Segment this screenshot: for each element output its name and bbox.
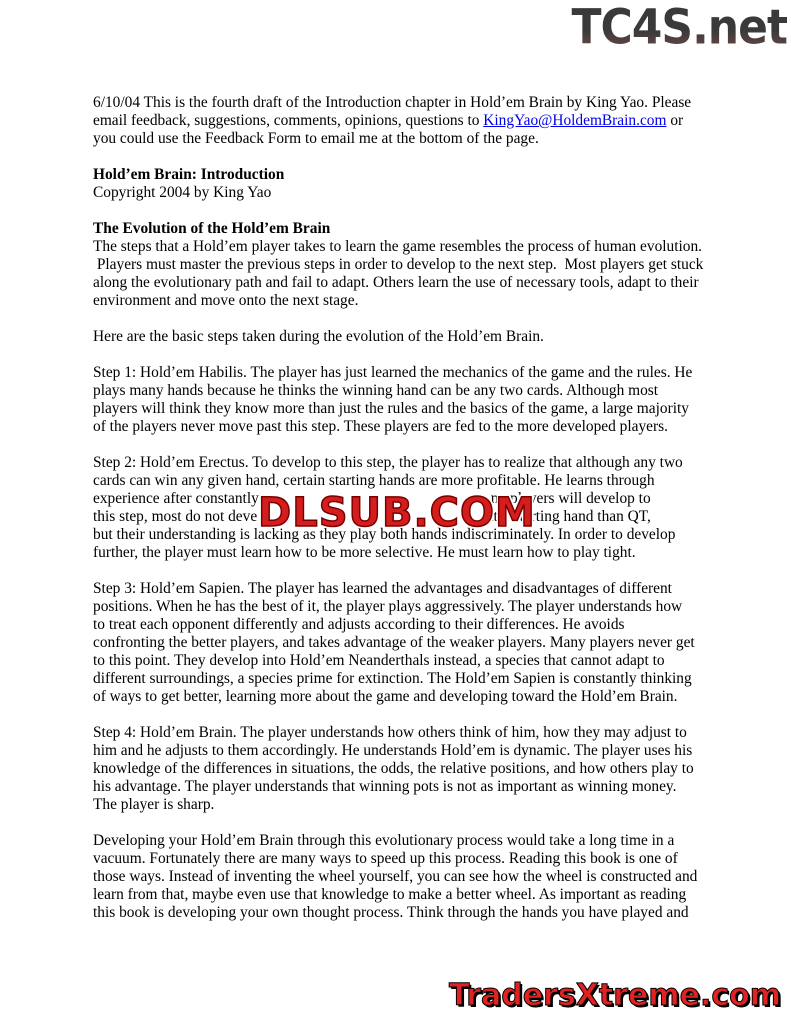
paragraph-line: this book is developing your own thought process. Think through the hands you have played and <box>93 904 689 921</box>
paragraph-line: environment and move onto the next stage. <box>93 292 359 309</box>
intro-line: 6/10/04 This is the fourth draft of the Introduction chapter in Hold’em Brain by King Yao. Please <box>93 94 692 111</box>
paragraph-line: but their understanding is lacking as they play both hands indiscriminately. In order to develop <box>93 526 676 543</box>
text-fragment: tter starting hand than QT, <box>489 508 651 525</box>
paragraph <box>93 328 703 346</box>
section-heading: The Evolution of the Hold’em Brain <box>93 220 331 237</box>
step-4 <box>93 724 703 814</box>
paragraph-line: positions. When he has the best of it, the player plays aggressively. The player understands how <box>93 598 683 615</box>
paragraph-line: along the evolutionary path and fail to adapt. Others learn the use of necessary tools, adapt to their <box>93 274 699 291</box>
intro-text: or <box>666 112 684 129</box>
paragraph-line: different surroundings, a species prime for extinction. The Hold’em Sapien is constantly thinking <box>93 670 692 687</box>
copyright: Copyright 2004 by King Yao <box>93 184 272 201</box>
paragraph-line: confronting the better players, and takes advantage of the weaker players. Many players never get <box>93 634 695 651</box>
intro-line <box>93 112 703 130</box>
paragraph-line: vacuum. Fortunately there are many ways to speed up this process. Reading this book is one of <box>93 850 678 867</box>
intro-line: you could use the Feedback Form to email me at the bottom of the page. <box>93 130 539 147</box>
email-link[interactable]: KingYao@HoldemBrain.com <box>483 112 667 129</box>
text-fragment: ny players will develop to <box>490 490 651 507</box>
watermark-tc4s: TC4S.net <box>571 0 787 56</box>
paragraph-line: Here are the basic steps taken during the evolution of the Hold’em Brain. <box>93 328 544 345</box>
paragraph-line: further, the player must learn how to be more selective. He must learn how to play tight. <box>93 544 636 561</box>
paragraph-line: Step 1: Hold’em Habilis. The player has just learned the mechanics of the game and the rules. He <box>93 364 693 381</box>
text-fragment: experience after constantly <box>93 490 259 507</box>
paragraph-line: Step 3: Hold’em Sapien. The player has learned the advantages and disadvantages of different <box>93 580 672 597</box>
paragraph-line: of ways to get better, learning more about the game and developing toward the Hold’em Brain. <box>93 688 678 705</box>
watermark-tradersxtreme: TradersXtreme.com <box>449 978 781 1013</box>
paragraph-line: The player is sharp. <box>93 796 215 813</box>
paragraph-line: learn from that, maybe even use that knowledge to make a better wheel. As important as reading <box>93 886 687 903</box>
paragraph-line: Step 4: Hold’em Brain. The player understands how others think of him, how they may adjust to <box>93 724 687 741</box>
closing-paragraph <box>93 832 703 922</box>
paragraph-line: cards can win any given hand, certain starting hands are more profitable. He learns through <box>93 472 655 489</box>
intro-text: email feedback, suggestions, comments, opinions, questions to <box>93 112 484 129</box>
title-block <box>93 166 703 202</box>
paragraph-line: The steps that a Hold’em player takes to learn the game resembles the process of human evolution. <box>93 238 703 255</box>
section-intro <box>93 220 703 310</box>
step-3 <box>93 580 703 706</box>
paragraph-line: to treat each opponent differently and adjusts according to their differences. He avoids <box>93 616 625 633</box>
paragraph-line: those ways. Instead of inventing the wheel yourself, you can see how the wheel is constructed and <box>93 868 698 885</box>
paragraph-line: his advantage. The player understands that winning pots is not as important as winning money. <box>93 778 677 795</box>
paragraph-line: of the players never move past this step. These players are fed to the more developed players. <box>93 418 668 435</box>
paragraph-line: plays many hands because he thinks the winning hand can be any two cards. Although most <box>93 382 659 399</box>
paragraph-line: Players must master the previous steps in order to develop to the next step. Most players get stuck <box>93 256 704 273</box>
paragraph-line: knowledge of the differences in situations, the odds, the relative positions, and how others play to <box>93 760 694 777</box>
text-fragment: this step, most do not deve <box>93 508 258 525</box>
watermark-dlsub: DLSUB.COM <box>258 490 536 536</box>
page-title: Hold’em Brain: Introduction <box>93 166 285 183</box>
paragraph-line: him and he adjusts to them accordingly. He understands Hold’em is dynamic. The player uses his <box>93 742 693 759</box>
intro-note <box>93 94 703 148</box>
paragraph-line: Developing your Hold’em Brain through this evolutionary process would take a long time in a <box>93 832 675 849</box>
step-1 <box>93 364 703 436</box>
paragraph-line: Step 2: Hold’em Erectus. To develop to this step, the player has to realize that although any two <box>93 454 683 471</box>
paragraph-line: to this point. They develop into Hold’em Neanderthals instead, a species that cannot adapt to <box>93 652 665 669</box>
paragraph-line: players will think they know more than just the rules and the basics of the game, a large majority <box>93 400 689 417</box>
